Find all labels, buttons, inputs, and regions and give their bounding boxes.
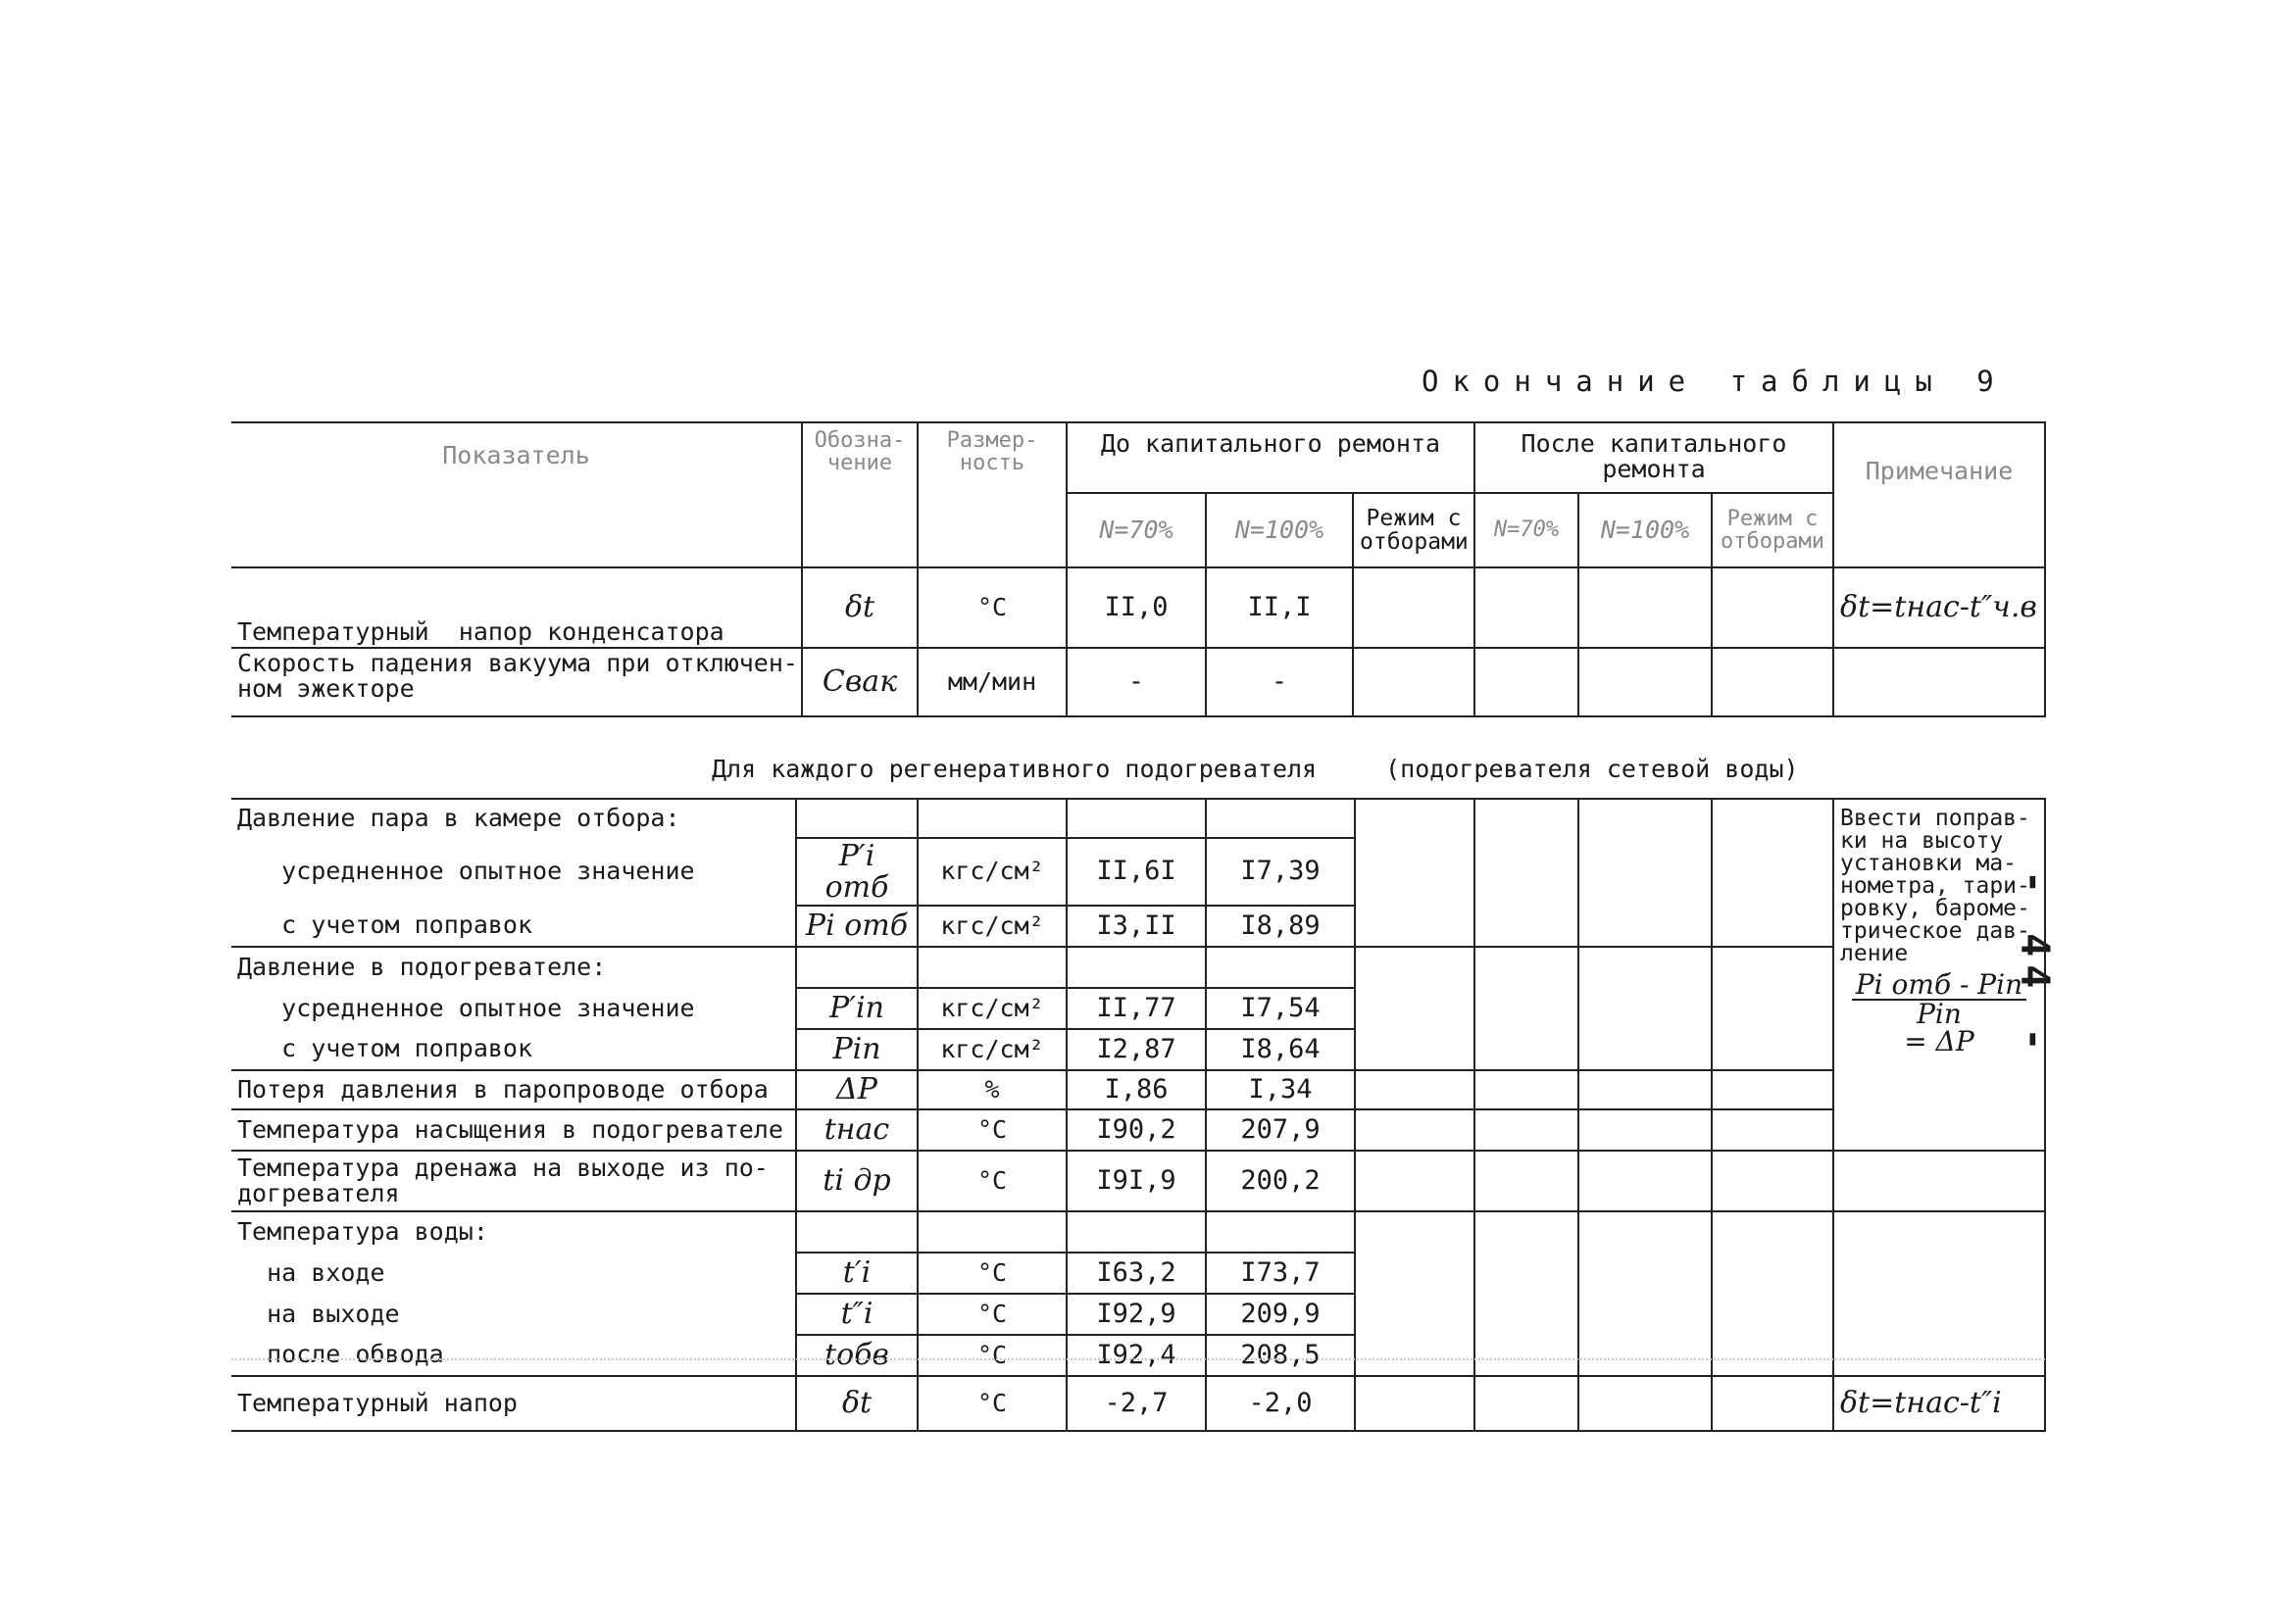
- empty-cell: [1355, 1294, 1474, 1335]
- empty-cell: [1578, 906, 1712, 947]
- notes-correction-block: [1833, 799, 2045, 1151]
- row-unit: °C: [918, 1253, 1067, 1294]
- row-value-before-n100: I8,89: [1206, 906, 1355, 947]
- empty-cell: [1474, 1253, 1578, 1294]
- table-row: [231, 648, 2045, 716]
- row-value-before-n70: I9I,9: [1067, 1151, 1206, 1211]
- empty-cell: [1355, 1211, 1474, 1253]
- row-value-before-n100: I7,54: [1206, 988, 1355, 1029]
- empty-cell: [1712, 799, 1833, 838]
- empty-cell: [1712, 1376, 1833, 1431]
- row-symbol: t″i: [796, 1294, 918, 1335]
- row-value-before-n70: [1067, 1211, 1206, 1253]
- empty-cell: [1474, 1335, 1578, 1376]
- empty-cell: [1474, 906, 1578, 947]
- row-label: Скорость падения вакуума при отключен- ном эжекторе: [231, 648, 802, 716]
- empty-cell: [1578, 1070, 1712, 1109]
- empty-cell: [1474, 1294, 1578, 1335]
- formula-numerator: Pi отб - Pin: [1852, 971, 2026, 1001]
- table-header-top: [231, 421, 2046, 717]
- row-label: Потеря давления в паропроводе отбора: [231, 1070, 796, 1109]
- empty-cell: [1578, 1029, 1712, 1070]
- empty-cell: [1712, 1070, 1833, 1109]
- row-symbol: tнас: [796, 1109, 918, 1151]
- header-after-extraction: Режим с отборами: [1712, 493, 1833, 567]
- table-row: [231, 1109, 2045, 1151]
- row-value-before-n70: I2,87: [1067, 1029, 1206, 1070]
- empty-cell: [1355, 799, 1474, 838]
- row-label: с учетом поправок: [231, 906, 796, 947]
- section-heading: [712, 755, 1799, 783]
- table-row: [231, 1253, 2045, 1294]
- row-value-before-n100: 209,9: [1206, 1294, 1355, 1335]
- empty-cell: [1355, 1109, 1474, 1151]
- header-notes: Примечание: [1833, 422, 2045, 567]
- empty-cell: [1712, 838, 1833, 906]
- empty-cell: [1474, 1029, 1578, 1070]
- table-row: [231, 1151, 2045, 1211]
- row-value-before-n70: I63,2: [1067, 1253, 1206, 1294]
- header-before-repair: До капитального ремонта: [1067, 422, 1474, 493]
- row-symbol: [796, 1211, 918, 1253]
- row-value-before-n70: I92,9: [1067, 1294, 1206, 1335]
- table-row: [231, 1029, 2045, 1070]
- empty-cell: [1355, 1253, 1474, 1294]
- page-number: - 44 -: [2012, 870, 2057, 1059]
- page-title: Окончание таблицы 9: [1422, 365, 2008, 398]
- row-unit: кгс/см²: [918, 838, 1067, 906]
- section-title: Для каждого регенеративного подогревателя: [712, 755, 1318, 783]
- empty-note-cell: [1833, 1211, 2045, 1253]
- row-value-before-n70: I92,4: [1067, 1335, 1206, 1376]
- row-symbol: δt: [796, 1376, 918, 1431]
- row-unit: %: [918, 1070, 1067, 1109]
- row-value-before-n100: [1206, 799, 1355, 838]
- formula-denominator: Pin: [1917, 998, 1962, 1030]
- empty-cell: [1712, 988, 1833, 1029]
- row-symbol: Pin: [796, 1029, 918, 1070]
- table-row: [231, 1376, 2045, 1431]
- table-row: [231, 1335, 2045, 1376]
- header-dimension: Размер- ность: [918, 422, 1067, 567]
- empty-cell: [1712, 1211, 1833, 1253]
- row-note: δt=tнас-t″ч.в: [1833, 567, 2045, 648]
- row-label: на выходе: [231, 1294, 796, 1335]
- row-value-before-n70: -2,7: [1067, 1376, 1206, 1431]
- empty-cell: [1712, 1151, 1833, 1211]
- row-symbol: tобв: [796, 1335, 918, 1376]
- row-unit: [918, 1211, 1067, 1253]
- row-value-before-n100: II,I: [1206, 567, 1353, 648]
- row-unit: °C: [918, 1151, 1067, 1211]
- row-label: усредненное опытное значение: [231, 988, 796, 1029]
- row-unit: °C: [918, 1335, 1067, 1376]
- table-row: [231, 906, 2045, 947]
- row-note: δt=tнас-t″i: [1833, 1376, 2045, 1431]
- row-value-before-n70: [1067, 947, 1206, 988]
- row-value-before-n100: -2,0: [1206, 1376, 1355, 1431]
- row-label: Температурный напор конденсатора: [231, 567, 802, 648]
- empty-cell: [1712, 947, 1833, 988]
- empty-cell: [1578, 1376, 1712, 1431]
- empty-cell: [1474, 1109, 1578, 1151]
- row-value-before-n100: 207,9: [1206, 1109, 1355, 1151]
- formula-result: = ΔP: [1904, 1025, 1974, 1057]
- table-row: [231, 947, 2045, 988]
- row-unit: °C: [918, 567, 1067, 648]
- row-value-before-n70: I90,2: [1067, 1109, 1206, 1151]
- row-note: [1833, 648, 2045, 716]
- row-symbol: ΔP: [796, 1070, 918, 1109]
- empty-cell: [1578, 1335, 1712, 1376]
- row-label: после обвода: [231, 1335, 796, 1376]
- row-symbol: Pi отб: [796, 906, 918, 947]
- section-title-paren: (подогревателя сетевой воды): [1385, 755, 1799, 783]
- empty-cell: [1712, 906, 1833, 947]
- empty-cell: [1578, 799, 1712, 838]
- empty-cell: [1578, 988, 1712, 1029]
- row-symbol: t′i: [796, 1253, 918, 1294]
- row-value-before-n100: -: [1206, 648, 1353, 716]
- row-value-before-n100: I,34: [1206, 1070, 1355, 1109]
- table-row: [231, 1294, 2045, 1335]
- row-value-before-n100: 200,2: [1206, 1151, 1355, 1211]
- row-symbol: P′in: [796, 988, 918, 1029]
- row-value-before-n70: II,6I: [1067, 838, 1206, 906]
- table-row: [231, 567, 2045, 648]
- header-before-n70: N=70%: [1067, 493, 1206, 567]
- row-value-before-n70: II,0: [1067, 567, 1206, 648]
- notes-formula: [1840, 968, 2038, 1057]
- header-before-extraction: Режим с отборами: [1353, 493, 1474, 567]
- empty-cell: [1474, 799, 1578, 838]
- formula-fraction: [1852, 968, 2026, 1030]
- empty-cell: [1355, 1335, 1474, 1376]
- table-heater-section: [231, 798, 2046, 1432]
- empty-note-cell: [1833, 1151, 2045, 1211]
- notes-correction-text: Ввести поправ- ки на высоту установки ма- нометра, тари- ровку, бароме- трическое дав- ление: [1840, 806, 2030, 966]
- header-after-repair: После капитального ремонта: [1474, 422, 1833, 493]
- row-unit: кгс/см²: [918, 1029, 1067, 1070]
- row-unit: кгс/см²: [918, 988, 1067, 1029]
- row-value-before-n100: I8,64: [1206, 1029, 1355, 1070]
- header-before-n100: N=100%: [1206, 493, 1353, 567]
- empty-cell: [1474, 988, 1578, 1029]
- row-label: Температура воды:: [231, 1211, 796, 1253]
- empty-note-cell: [1833, 1294, 2045, 1335]
- empty-cell: [1712, 1029, 1833, 1070]
- row-unit: [918, 947, 1067, 988]
- row-unit: °C: [918, 1294, 1067, 1335]
- row-label: Давление пара в камере отбора:: [231, 799, 796, 838]
- row-symbol: [796, 799, 918, 838]
- empty-cell: [1355, 1070, 1474, 1109]
- row-label: усредненное опытное значение: [231, 838, 796, 906]
- empty-cell: [1474, 1376, 1578, 1431]
- row-symbol: δt: [802, 567, 918, 648]
- empty-cell: [1578, 1151, 1712, 1211]
- header-indicator: Показатель: [231, 422, 802, 567]
- empty-cell: [1355, 1376, 1474, 1431]
- row-symbol: P′i отб: [796, 838, 918, 906]
- row-value-before-n100: 208,5: [1206, 1335, 1355, 1376]
- row-unit: кгс/см²: [918, 906, 1067, 947]
- empty-note-cell: [1833, 1253, 2045, 1294]
- empty-cell: [1355, 988, 1474, 1029]
- bottom-dotted-rule: [231, 1358, 2045, 1360]
- empty-cell: [1355, 906, 1474, 947]
- row-unit: [918, 799, 1067, 838]
- row-value-before-n100: [1206, 947, 1355, 988]
- row-unit: мм/мин: [918, 648, 1067, 716]
- table-row: [231, 799, 2045, 838]
- row-symbol: [796, 947, 918, 988]
- row-value-before-n70: -: [1067, 648, 1206, 716]
- table-row: [231, 988, 2045, 1029]
- row-label: Давление в подогревателе:: [231, 947, 796, 988]
- row-value-before-n100: [1206, 1211, 1355, 1253]
- row-unit: °C: [918, 1376, 1067, 1431]
- row-value-before-n100: I73,7: [1206, 1253, 1355, 1294]
- empty-cell: [1355, 1151, 1474, 1211]
- table-row: [231, 1070, 2045, 1109]
- row-value-before-n70: I,86: [1067, 1070, 1206, 1109]
- empty-cell: [1578, 947, 1712, 988]
- empty-cell: [1578, 1253, 1712, 1294]
- header-after-n70: N=70%: [1474, 493, 1578, 567]
- empty-cell: [1474, 947, 1578, 988]
- empty-cell: [1578, 1109, 1712, 1151]
- row-label: на входе: [231, 1253, 796, 1294]
- row-value-before-n70: [1067, 799, 1206, 838]
- empty-cell: [1712, 1335, 1833, 1376]
- empty-cell: [1474, 838, 1578, 906]
- table-row: [231, 838, 2045, 906]
- header-after-n100: N=100%: [1578, 493, 1712, 567]
- empty-cell: [1578, 838, 1712, 906]
- empty-cell: [1578, 1211, 1712, 1253]
- empty-cell: [1474, 1211, 1578, 1253]
- row-label: с учетом поправок: [231, 1029, 796, 1070]
- row-unit: °C: [918, 1109, 1067, 1151]
- empty-cell: [1712, 1109, 1833, 1151]
- empty-cell: [1355, 1029, 1474, 1070]
- empty-note-cell: [1833, 1335, 2045, 1376]
- row-symbol: ti др: [796, 1151, 918, 1211]
- empty-cell: [1355, 947, 1474, 988]
- row-symbol: Cвак: [802, 648, 918, 716]
- empty-cell: [1355, 838, 1474, 906]
- row-value-before-n70: II,77: [1067, 988, 1206, 1029]
- empty-cell: [1712, 1294, 1833, 1335]
- empty-cell: [1474, 1070, 1578, 1109]
- empty-cell: [1578, 1294, 1712, 1335]
- row-label: Температурный напор: [231, 1376, 796, 1431]
- header-designation: Обозна- чение: [802, 422, 918, 567]
- row-label: Температура насыщения в подогревателе: [231, 1109, 796, 1151]
- empty-cell: [1712, 1253, 1833, 1294]
- row-value-before-n70: I3,II: [1067, 906, 1206, 947]
- row-value-before-n100: I7,39: [1206, 838, 1355, 906]
- table-row: [231, 1211, 2045, 1253]
- empty-cell: [1474, 1151, 1578, 1211]
- row-label: Температура дренажа на выходе из по- догревателя: [231, 1151, 796, 1211]
